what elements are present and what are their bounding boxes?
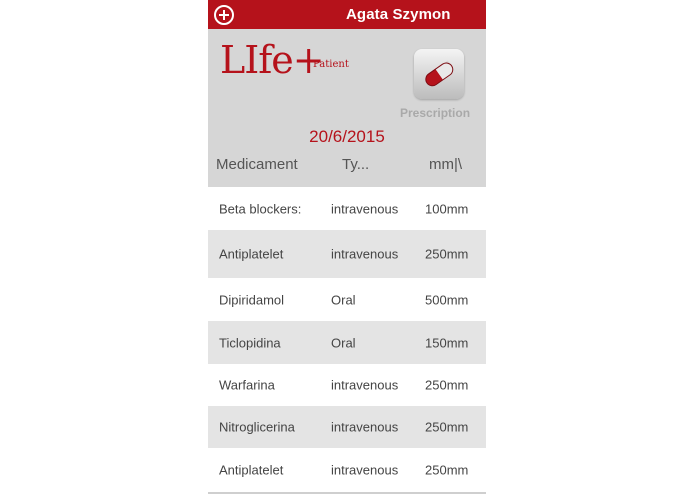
medicament-dose: 250mm: [425, 462, 469, 478]
medicament-name: Beta blockers:: [219, 201, 302, 216]
app-logo: LIfe+: [220, 38, 324, 82]
medicament-name: Ticlopidina: [219, 335, 281, 350]
medicament-name: Warfarina: [219, 377, 275, 393]
medication-table: [208, 187, 486, 492]
table-row[interactable]: [208, 278, 486, 321]
column-header-medicament: Medicament: [216, 156, 298, 173]
medicament-dose: 250mm: [425, 419, 469, 435]
user-name: Agata Szymon: [346, 6, 451, 23]
table-row[interactable]: [208, 321, 486, 364]
medicament-name: Dipiridamol: [219, 292, 285, 307]
table-row[interactable]: [208, 187, 486, 230]
top-bar: [208, 0, 486, 29]
app-logo-subtitle: Patient: [313, 59, 349, 70]
medicament-type: Oral: [331, 292, 356, 307]
app-screen: [208, 0, 486, 494]
prescription-button[interactable]: [414, 49, 464, 99]
medicament-type: intravenous: [331, 377, 399, 393]
table-row[interactable]: [208, 364, 486, 406]
medicament-dose: 250mm: [425, 246, 469, 262]
medicament-dose: 100mm: [425, 201, 469, 216]
table-row[interactable]: [208, 230, 486, 278]
medicament-dose: 150mm: [425, 335, 469, 350]
medicament-name: Antiplatelet: [219, 246, 284, 262]
medicament-type: intravenous: [331, 419, 399, 435]
medicament-dose: 500mm: [425, 292, 469, 307]
table-row[interactable]: [208, 448, 486, 492]
header-area: [208, 29, 486, 187]
prescription-date: 20/6/2015: [309, 127, 385, 146]
medicament-name: Antiplatelet: [219, 462, 284, 478]
medicament-name: Nitroglicerina: [219, 419, 295, 435]
medicament-type: intravenous: [331, 246, 399, 262]
prescription-label: Prescription: [400, 106, 471, 120]
pill-icon: [421, 58, 457, 90]
medicament-type: intravenous: [331, 201, 399, 216]
medicament-type: Oral: [331, 335, 356, 350]
medicament-dose: 250mm: [425, 377, 469, 393]
column-header-dose: mm|\: [429, 156, 463, 173]
column-header-type: Ty...: [342, 156, 370, 173]
medicament-type: intravenous: [331, 462, 399, 478]
table-row[interactable]: [208, 406, 486, 448]
add-icon[interactable]: [214, 5, 234, 25]
